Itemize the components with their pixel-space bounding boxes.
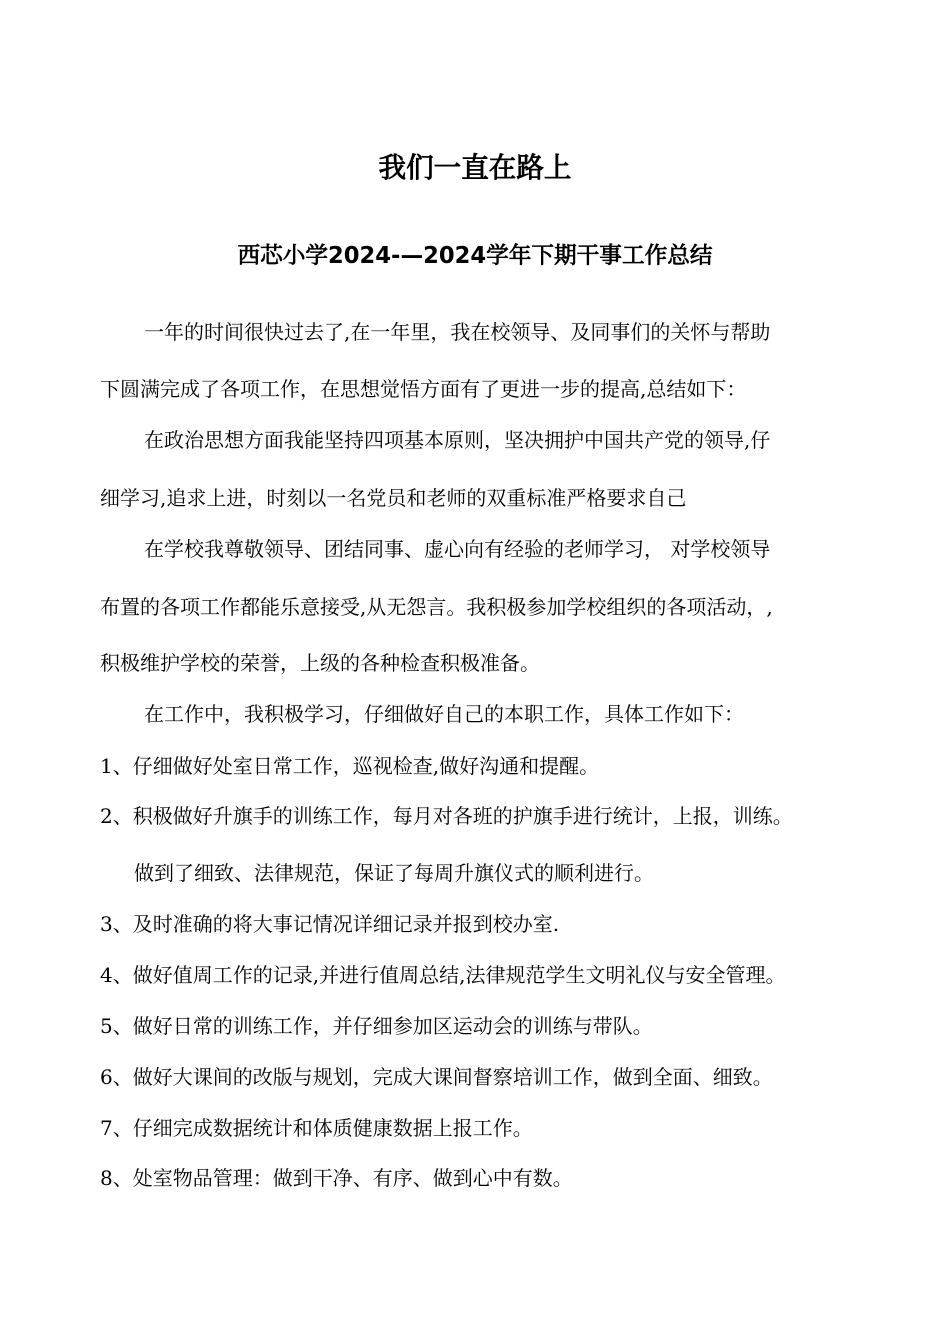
paragraph-line: 一年的时间很快过去了,在一年里，我在校领导、及同事们的关怀与帮助 xyxy=(144,320,771,344)
list-item: 4、做好值周工作的记录,并进行值周总结,法律规范学生文明礼仪与安全管理。 xyxy=(100,963,786,987)
paragraph-line: 在政治思想方面我能坚持四项基本原则，坚决拥护中国共产党的领导,仔 xyxy=(144,428,771,452)
paragraph-line: 细学习,追求上进，时刻以一名党员和老师的双重标准严格要求自己 xyxy=(100,486,687,510)
paragraph-line: 在工作中，我积极学习，仔细做好自己的本职工作，具体工作如下： xyxy=(144,702,744,726)
list-item-continuation: 做到了细致、法律规范，保证了每周升旗仪式的顺利进行。 xyxy=(134,861,654,885)
paragraph-line: 布置的各项工作都能乐意接受,从无怨言。我积极参加学校组织的各项活动，, xyxy=(100,595,773,619)
paragraph-line: 积极维护学校的荣誉，上级的各种检查积极准备。 xyxy=(100,651,540,675)
document-title: 我们一直在路上 xyxy=(378,151,572,184)
list-item: 1、仔细做好处室日常工作，巡视检查,做好沟通和提醒。 xyxy=(100,754,600,778)
list-item: 2、积极做好升旗手的训练工作，每月对各班的护旗手进行统计，上报，训练。 xyxy=(100,804,793,828)
list-item: 5、做好日常的训练工作，并仔细参加区运动会的训练与带队。 xyxy=(100,1014,653,1038)
document-subtitle: 西芯小学2024-—2024学年下期干事工作总结 xyxy=(237,243,713,269)
paragraph-line: 在学校我尊敬领导、团结同事、虚心向有经验的老师学习， 对学校领导 xyxy=(144,537,771,561)
list-item: 3、及时准确的将大事记情况详细记录并报到校办室. xyxy=(100,912,560,936)
paragraph-line: 下圆满完成了各项工作，在思想觉悟方面有了更进一步的提高,总结如下： xyxy=(100,377,747,401)
list-item: 7、仔细完成数据统计和体质健康数据上报工作。 xyxy=(100,1116,533,1140)
list-item: 6、做好大课间的改版与规划，完成大课间督察培训工作，做到全面、细致。 xyxy=(100,1065,773,1089)
list-item: 8、处室物品管理：做到干净、有序、做到心中有数。 xyxy=(100,1166,573,1190)
